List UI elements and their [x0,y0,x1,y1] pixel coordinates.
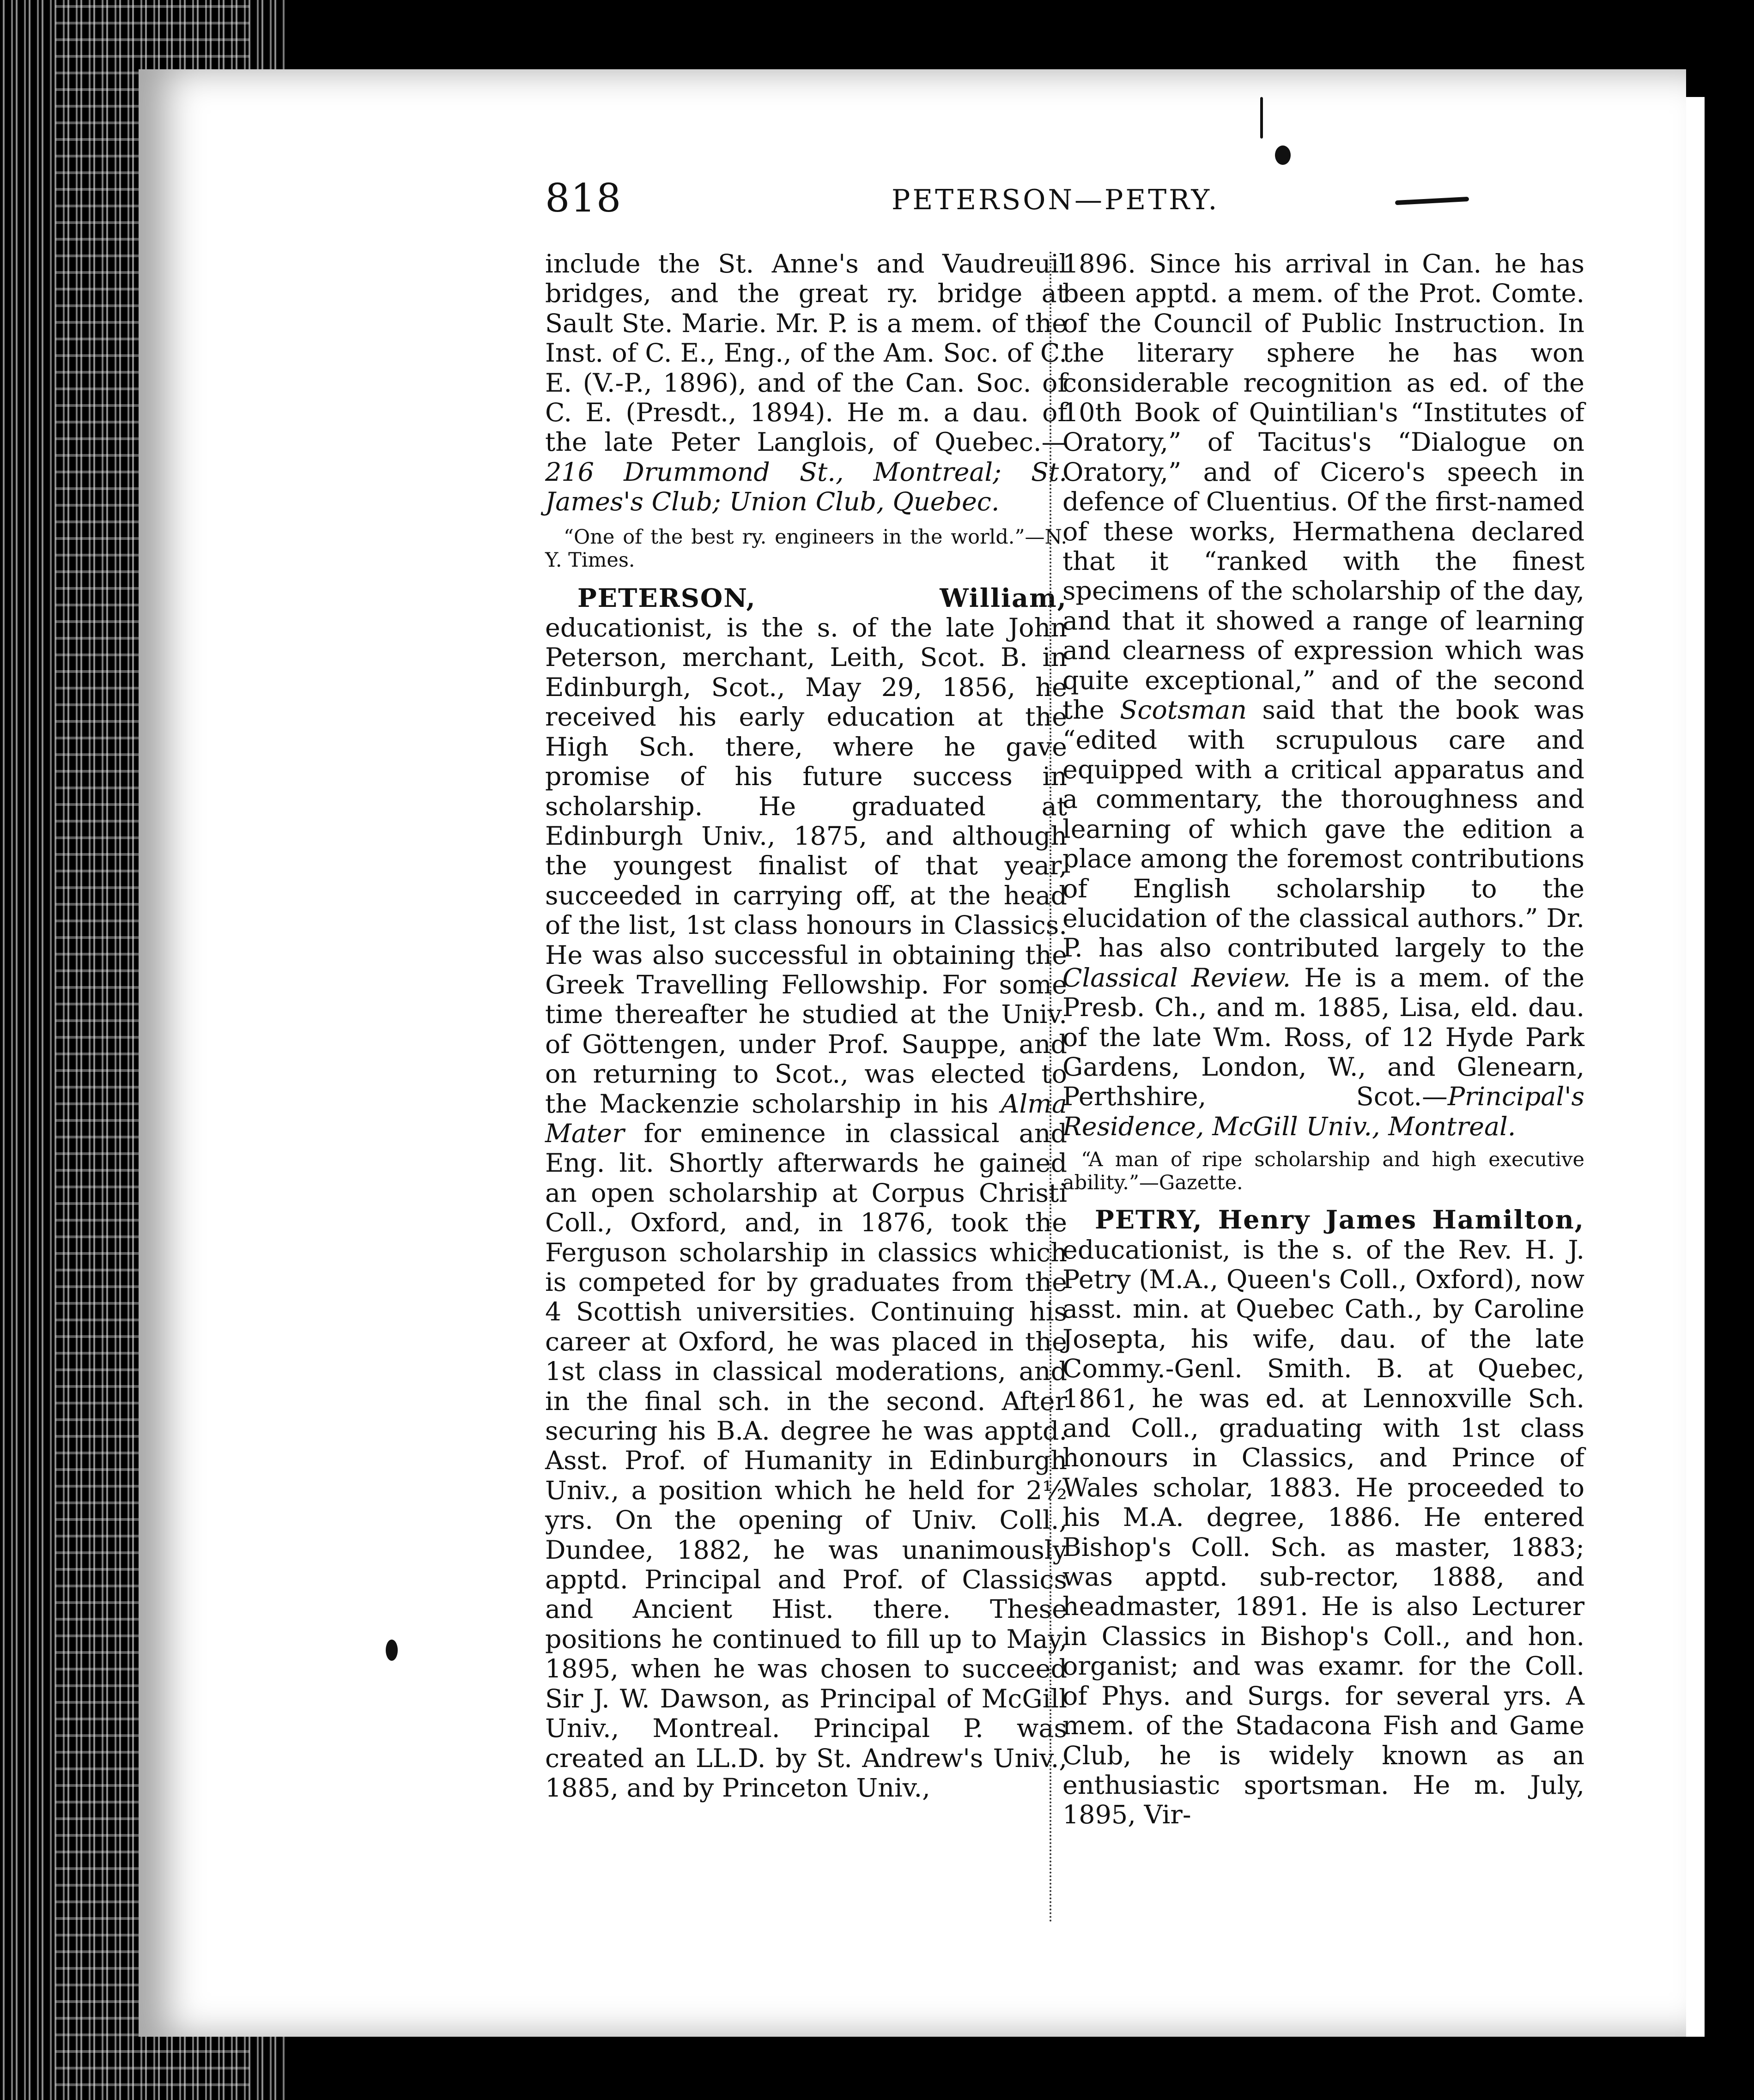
entry-name: PETRY, Henry James Hamilton, [1095,1205,1584,1235]
ink-spot [1260,97,1263,139]
entry-text: educationist, is the s. of the late John Peterson, merchant, Leith, Scot. B. in Edinburgh, Scot., May 29, 1856, he received his early education at the High Sch. there, where he gave promise of his future success in scholarship. He graduated at Edinburgh Univ., 1875, and although the youngest finalist of that year, succeeded in carrying off, at the head of the list, 1st class honours in Classics. He was also successful in obtaining the Greek Travelling Fellowship. For some time thereafter he studied at the Univ. of Göttengen, under Prof. Sauppe, and on returning to Scot., was elected to the Mackenzie scholarship in his [545,613,1067,1119]
running-head: PETERSON—PETRY. [892,184,1220,216]
left-column [545,249,1067,1803]
entry-text-continued: He is a mem. of the Presb. Ch., and m. 1885, Lisa, eld. dau. of the late Wm. Ross, of 12 Hyde Park Gardens, London, W., and Glenearn, Perthshire, Scot.— [1062,962,1584,1112]
entry-petry [1062,1205,1584,1830]
entry-text-continued: said that the book was “edited with scrupulous care and equipped with a critical apparatus and a commentary, the thoroughness and learning of which gave the edition a place among the foremost contributions of English scholarship to the elucidation of the classical authors.” Dr. P. has also contributed largely to the [1062,695,1584,963]
continued-entry-text: include the St. Anne's and Vaudreuil bridges, and the great ry. bridge at Sault Ste. Marie. Mr. P. is a mem. of the Inst. of C. E., Eng., of the Am. Soc. of C. E. (V.-P., 1896), and of the Can. Soc. of C. E. (Presdt., 1894). He m. a dau. of the late Peter Langlois, of Quebec.— [545,249,1067,458]
entry-text: 1896. Since his arrival in Can. he has been apptd. a mem. of the Prot. Comte. of the Council of Public Instruction. In the literary sphere he has won considerable recognition as ed. of the 10th Book of Quintilian's “Institutes of Oratory,” of Tacitus's “Dialogue on Oratory,” and of Cicero's speech in defence of Cluentius. Of the first-named of these works, Hermathena declared that it “ranked with the finest specimens of the scholarship of the day, and that it showed a range of learning and clearness of expression which was quite exceptional,” and of the second the [1062,249,1584,726]
ink-spot [386,1640,398,1661]
ink-spot [1275,145,1291,165]
press-quote: “A man of ripe scholarship and high executive ability.”—Gazette. [1062,1148,1584,1195]
continued-entry-address: 216 Drummond St., Montreal; St. James's Club; Union Club, Quebec. [545,457,1067,517]
entry-peterson-continued [1062,249,1584,1142]
entry-name: PETERSON, William, [577,583,1067,613]
column-divider [1050,252,1051,1924]
entry-italic-term: Classical Review. [1062,962,1291,993]
entry-italic-term: Scotsman [1120,695,1247,726]
entry-text: educationist, is the s. of the Rev. H. J. Petry (M.A., Queen's Coll., Oxford), now asst. min. at Quebec Cath., by Caroline Josepta, his wife, dau. of the late Commy.-Genl. Smith. B. at Quebec, 1861, he was ed. at Lennoxville Sch. and Coll., graduating with 1st class honours in Classics, and Prince of Wales scholar, 1883. He proceeded to his M.A. degree, 1886. He entered Bishop's Coll. Sch. as master, 1883; was apptd. sub-rector, 1888, and headmaster, 1891. He is also Lecturer in Classics in Bishop's Coll., and hon. organist; and was examr. for the Coll. of Phys. and Surgs. for several yrs. A mem. of the Stadacona Fish and Game Club, he is widely known as an enthusiastic sportsman. He m. July, 1895, Vir- [1062,1235,1584,1830]
entry-text-continued: for eminence in classical and Eng. lit. Shortly afterwards he gained an open scholarship at Corpus Christi Coll., Oxford, and, in 1876, took the Ferguson scholarship in classics which is competed for by graduates from the 4 Scottish universities. Continuing his career at Oxford, he was placed in the 1st class in classical moderations, and in the final sch. in the second. After securing his B.A. degree he was apptd. Asst. Prof. of Humanity in Edinburgh Univ., a position which he held for 2½ yrs. On the opening of Univ. Coll., Dundee, 1882, he was unanimously apptd. Principal and Prof. of Classics and Ancient Hist. there. These positions he continued to fill up to May, 1895, when he was chosen to succeed Sir J. W. Dawson, as Principal of McGill Univ., Montreal. Principal P. was created an LL.D. by St. Andrew's Univ., 1885, and by Princeton Univ., [545,1118,1067,1803]
pen-dash-mark [1395,197,1469,205]
press-quote: “One of the best ry. engineers in the world.”—N. Y. Times. [545,525,1067,572]
page-header [545,176,1515,240]
entry-italic-term: Alma Mater [545,1089,1067,1149]
page-number: 818 [545,176,622,221]
right-column [1062,249,1584,1830]
entry-peterson [545,584,1067,1803]
entry-address: Principal's Residence, McGill Univ., Montreal. [1062,1082,1584,1142]
right-page-edge [1686,97,1705,2037]
continued-entry [545,249,1067,517]
